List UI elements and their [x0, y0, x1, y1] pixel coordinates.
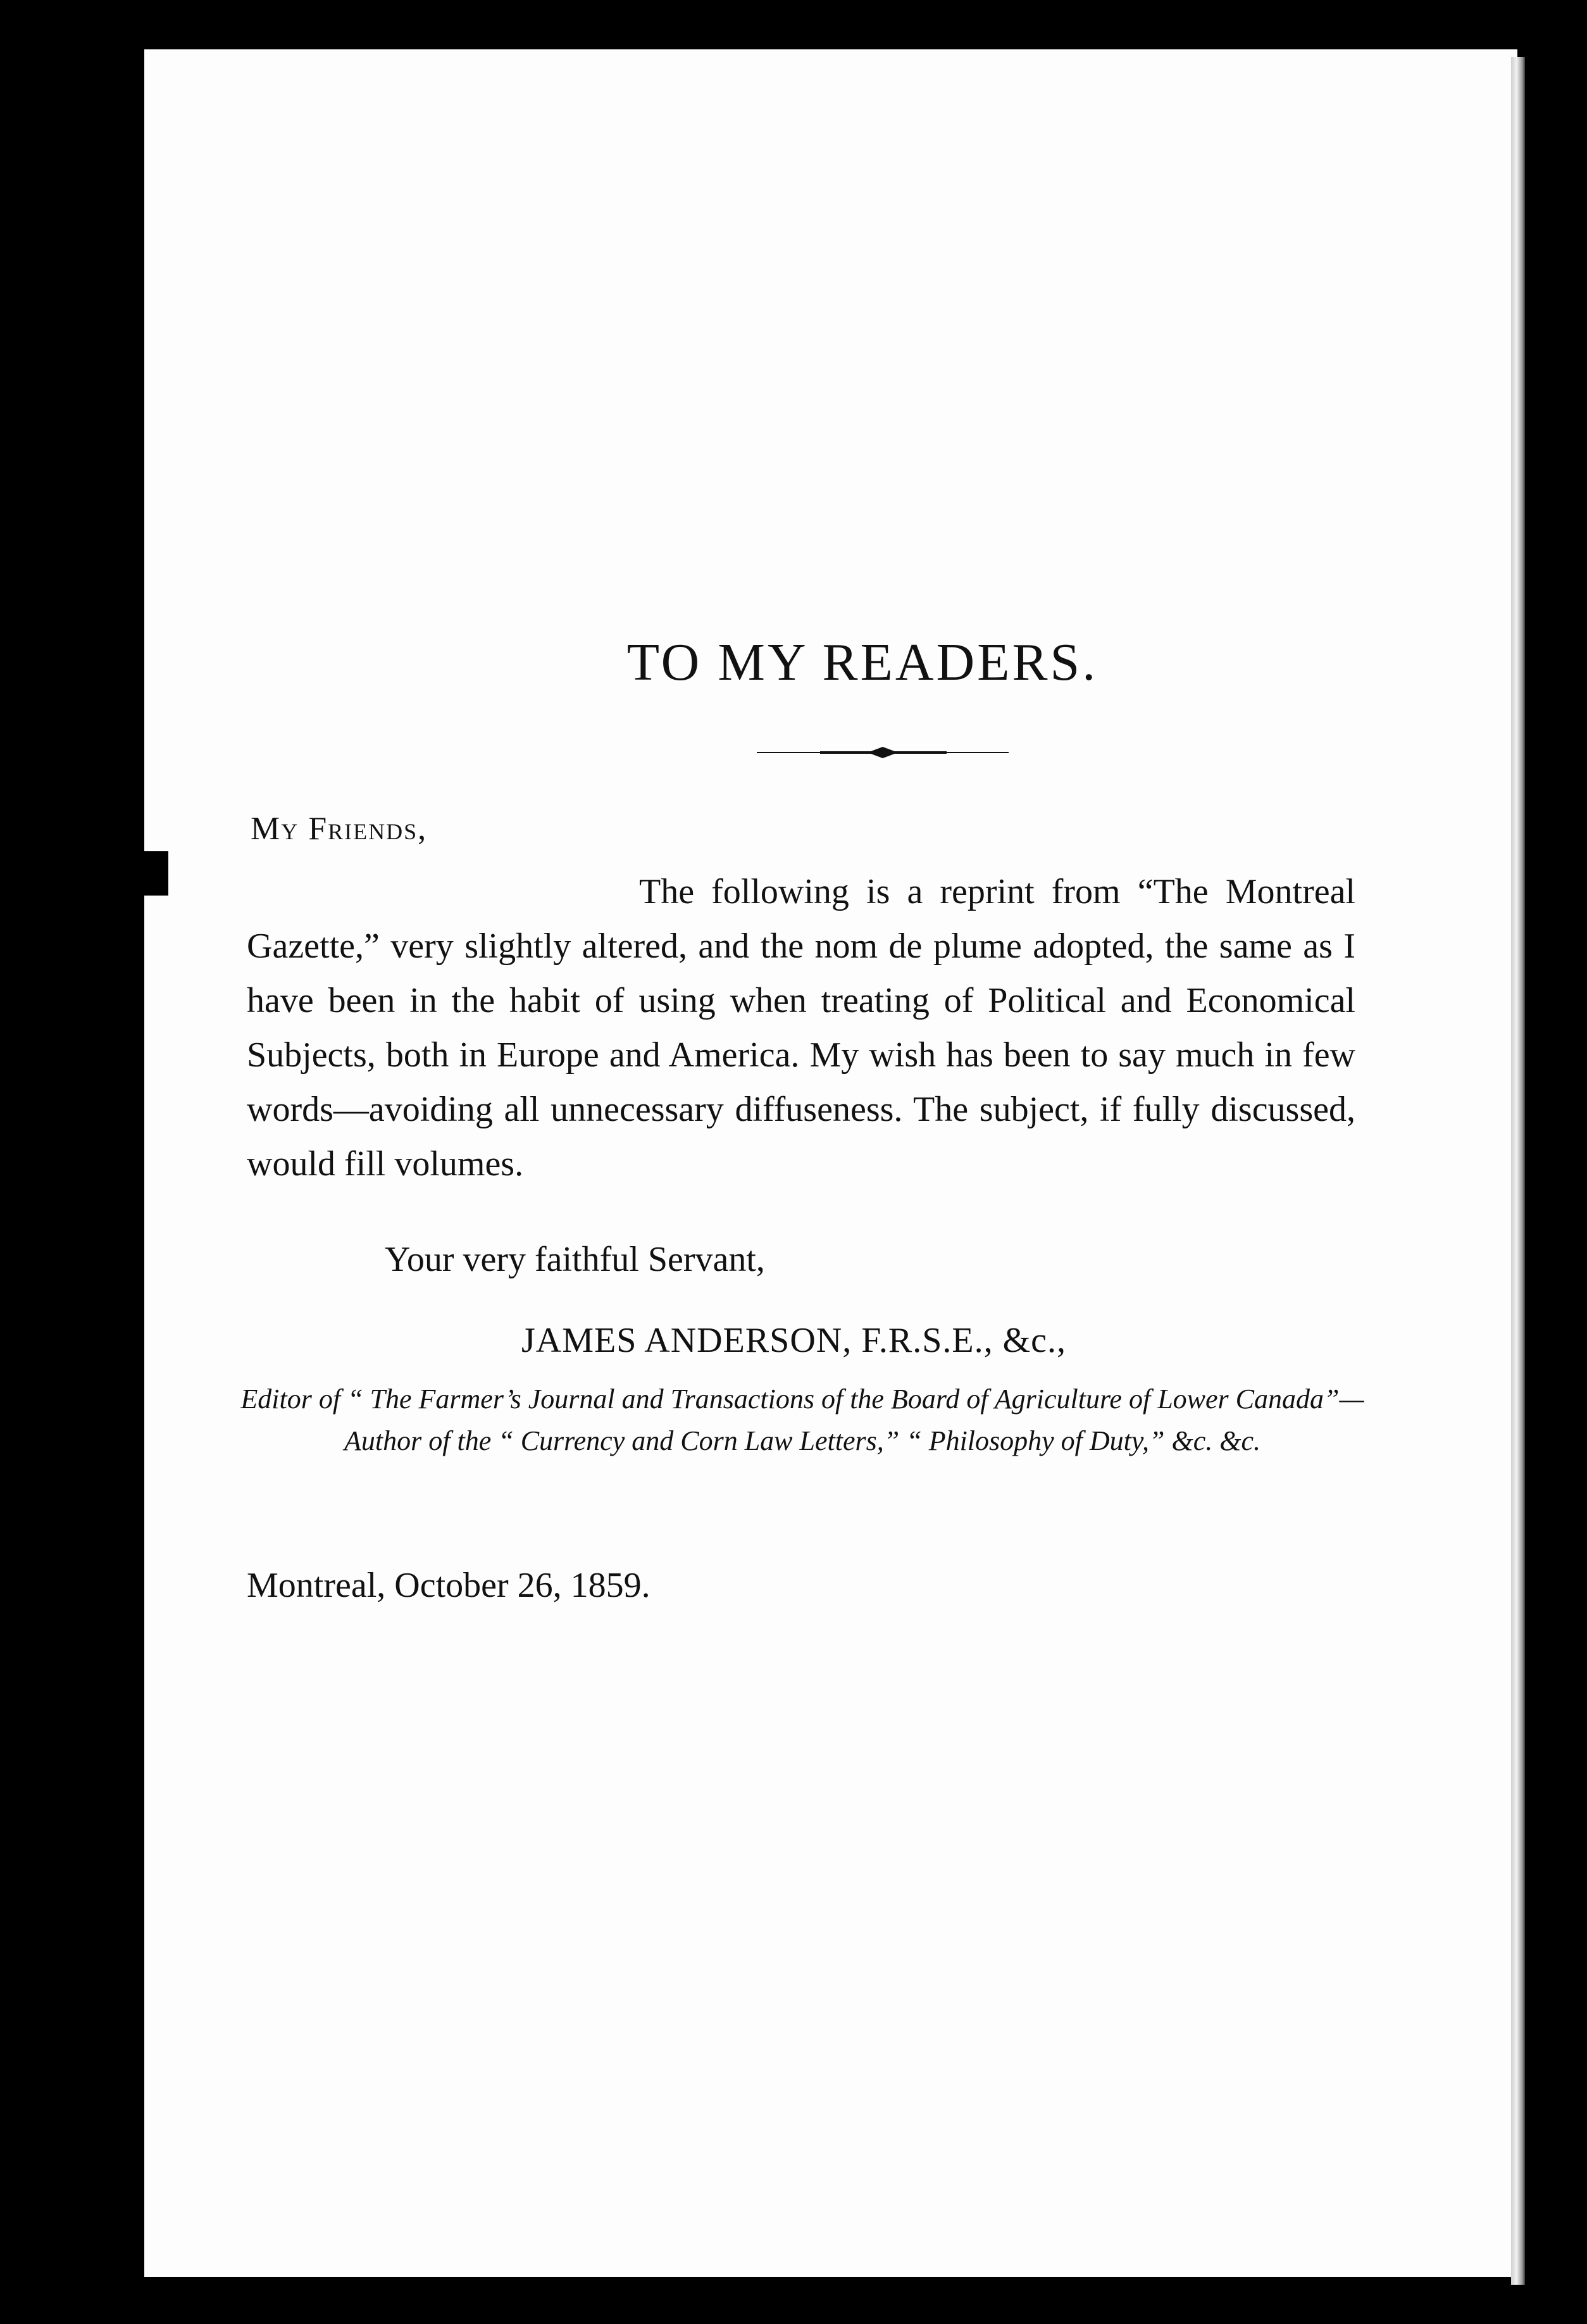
page [144, 49, 1517, 2277]
date-line: Montreal, October 26, 1859. [247, 1566, 650, 1605]
body-paragraph: The following is a reprint from “The Montreal Gazette,” very slightly altered, and the nom de plume adopted, the same as I have been in the habit of using when treating of Political and Economical Subjects, both in Europe and America. My wish has been to say much in few words—avoiding all unnecessary diffuseness. The subject, if fully discussed, would fill volumes. [247, 872, 1355, 1184]
salutation: My Friends, [251, 811, 428, 847]
binding-mark [143, 851, 168, 896]
ornamental-rule [757, 746, 1009, 759]
signature: JAMES ANDERSON, F.R.S.E., &c., [521, 1321, 1066, 1360]
closing-line: Your very faithful Servant, [385, 1240, 765, 1279]
page-edge [1511, 57, 1525, 2285]
author-credentials: Editor of “ The Farmer’s Journal and Transactions of the Board of Agriculture of Lower Canada”—Author of the “ Currency and Corn Law Letters,” “ Philosophy of Duty,” &c. &c. [240, 1384, 1364, 1456]
page-title: TO MY READERS. [626, 633, 1098, 692]
